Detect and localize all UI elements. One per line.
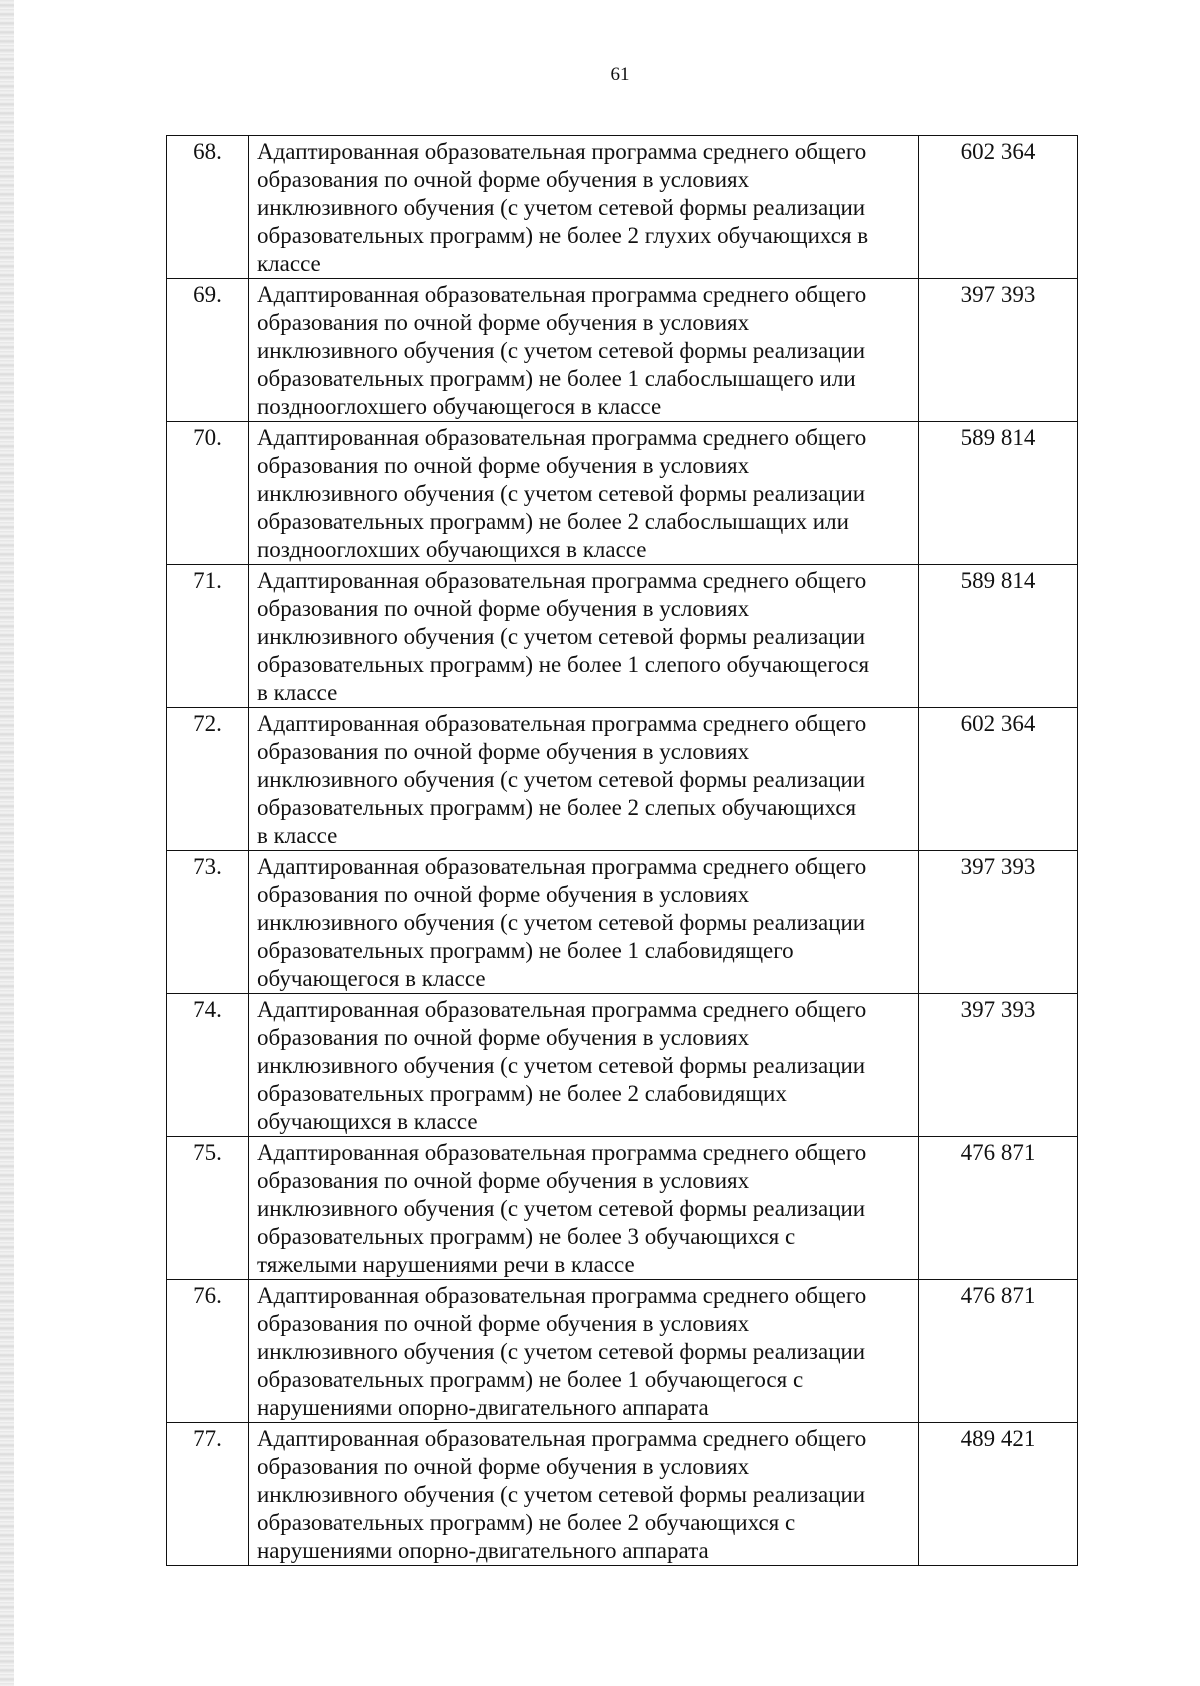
description-line: Адаптированная образовательная программа среднего общего (257, 997, 867, 1022)
description-line: Адаптированная образовательная программа среднего общего (257, 1283, 867, 1308)
description-line: Адаптированная образовательная программа среднего общего (257, 139, 867, 164)
description-line: Адаптированная образовательная программа среднего общего (257, 425, 867, 450)
row-number: 73. (167, 851, 249, 994)
description-line: образования по очной форме обучения в условиях (257, 167, 750, 192)
program-description (249, 708, 919, 851)
row-number: 74. (167, 994, 249, 1137)
description-line: нарушениями опорно-двигательного аппарата (257, 1538, 709, 1563)
table-row (167, 851, 1078, 994)
description-line: инклюзивного обучения (с учетом сетевой формы реализации (257, 1482, 866, 1507)
page-number: 61 (610, 64, 630, 85)
description-line: обучающихся в классе (257, 1109, 478, 1134)
cost-value: 489 421 (919, 1423, 1078, 1566)
program-description (249, 1137, 919, 1280)
description-line: образовательных программ) не более 2 глухих обучающихся в (257, 223, 869, 248)
description-line: Адаптированная образовательная программа среднего общего (257, 854, 867, 879)
description-line: тяжелыми нарушениями речи в классе (257, 1252, 635, 1277)
program-description (249, 1280, 919, 1423)
cost-value: 397 393 (919, 994, 1078, 1137)
description-line: образовательных программ) не более 2 слепых обучающихся (257, 795, 857, 820)
description-line: инклюзивного обучения (с учетом сетевой формы реализации (257, 481, 866, 506)
description-line: образовательных программ) не более 1 обучающегося с (257, 1367, 804, 1392)
description-line: образования по очной форме обучения в условиях (257, 1454, 750, 1479)
description-line: Адаптированная образовательная программа среднего общего (257, 1140, 867, 1165)
description-line: образования по очной форме обучения в условиях (257, 739, 750, 764)
program-description (249, 136, 919, 279)
row-number: 68. (167, 136, 249, 279)
description-line: нарушениями опорно-двигательного аппарата (257, 1395, 709, 1420)
description-line: позднооглохшего обучающегося в классе (257, 394, 662, 419)
description-line: инклюзивного обучения (с учетом сетевой формы реализации (257, 1339, 866, 1364)
table-row (167, 708, 1078, 851)
description-line: Адаптированная образовательная программа среднего общего (257, 711, 867, 736)
scan-edge-shadow (0, 0, 14, 1686)
table-row (167, 422, 1078, 565)
program-description (249, 994, 919, 1137)
cost-value: 589 814 (919, 422, 1078, 565)
description-line: образовательных программ) не более 2 слабовидящих (257, 1081, 787, 1106)
description-line: позднооглохших обучающихся в классе (257, 537, 647, 562)
table-row (167, 279, 1078, 422)
program-description (249, 1423, 919, 1566)
description-line: инклюзивного обучения (с учетом сетевой формы реализации (257, 1196, 866, 1221)
cost-value: 602 364 (919, 136, 1078, 279)
description-line: образовательных программ) не более 1 слепого обучающегося (257, 652, 870, 677)
description-line: инклюзивного обучения (с учетом сетевой формы реализации (257, 767, 866, 792)
description-line: образовательных программ) не более 3 обучающихся с (257, 1224, 796, 1249)
cost-value: 602 364 (919, 708, 1078, 851)
description-line: Адаптированная образовательная программа среднего общего (257, 282, 867, 307)
row-number: 75. (167, 1137, 249, 1280)
description-line: инклюзивного обучения (с учетом сетевой формы реализации (257, 624, 866, 649)
description-line: образования по очной форме обучения в условиях (257, 1311, 750, 1336)
row-number: 70. (167, 422, 249, 565)
table-row (167, 1280, 1078, 1423)
description-line: в классе (257, 680, 338, 705)
description-line: классе (257, 251, 321, 276)
description-line: Адаптированная образовательная программа среднего общего (257, 568, 867, 593)
description-line: образовательных программ) не более 1 слабовидящего (257, 938, 794, 963)
description-line: инклюзивного обучения (с учетом сетевой формы реализации (257, 195, 866, 220)
program-description (249, 279, 919, 422)
cost-value: 397 393 (919, 851, 1078, 994)
row-number: 72. (167, 708, 249, 851)
description-line: образования по очной форме обучения в условиях (257, 596, 750, 621)
row-number: 69. (167, 279, 249, 422)
description-line: инклюзивного обучения (с учетом сетевой формы реализации (257, 338, 866, 363)
description-line: образования по очной форме обучения в условиях (257, 310, 750, 335)
table-row (167, 565, 1078, 708)
cost-value: 397 393 (919, 279, 1078, 422)
table-body (167, 136, 1078, 1566)
description-line: образовательных программ) не более 2 слабослышащих или (257, 509, 849, 534)
description-line: инклюзивного обучения (с учетом сетевой формы реализации (257, 910, 866, 935)
row-number: 71. (167, 565, 249, 708)
table-row (167, 136, 1078, 279)
description-line: образования по очной форме обучения в условиях (257, 453, 750, 478)
description-line: образования по очной форме обучения в условиях (257, 1025, 750, 1050)
description-line: образования по очной форме обучения в условиях (257, 1168, 750, 1193)
table-row (167, 994, 1078, 1137)
program-description (249, 565, 919, 708)
description-line: обучающегося в классе (257, 966, 486, 991)
cost-value: 476 871 (919, 1280, 1078, 1423)
program-description (249, 851, 919, 994)
description-line: в классе (257, 823, 338, 848)
row-number: 76. (167, 1280, 249, 1423)
row-number: 77. (167, 1423, 249, 1566)
description-line: образовательных программ) не более 1 слабослышащего или (257, 366, 856, 391)
description-line: образовательных программ) не более 2 обучающихся с (257, 1510, 796, 1535)
tariff-table (166, 135, 1078, 1566)
description-line: инклюзивного обучения (с учетом сетевой формы реализации (257, 1053, 866, 1078)
cost-value: 476 871 (919, 1137, 1078, 1280)
description-line: образования по очной форме обучения в условиях (257, 882, 750, 907)
table-row (167, 1423, 1078, 1566)
cost-value: 589 814 (919, 565, 1078, 708)
description-line: Адаптированная образовательная программа среднего общего (257, 1426, 867, 1451)
table-row (167, 1137, 1078, 1280)
program-description (249, 422, 919, 565)
